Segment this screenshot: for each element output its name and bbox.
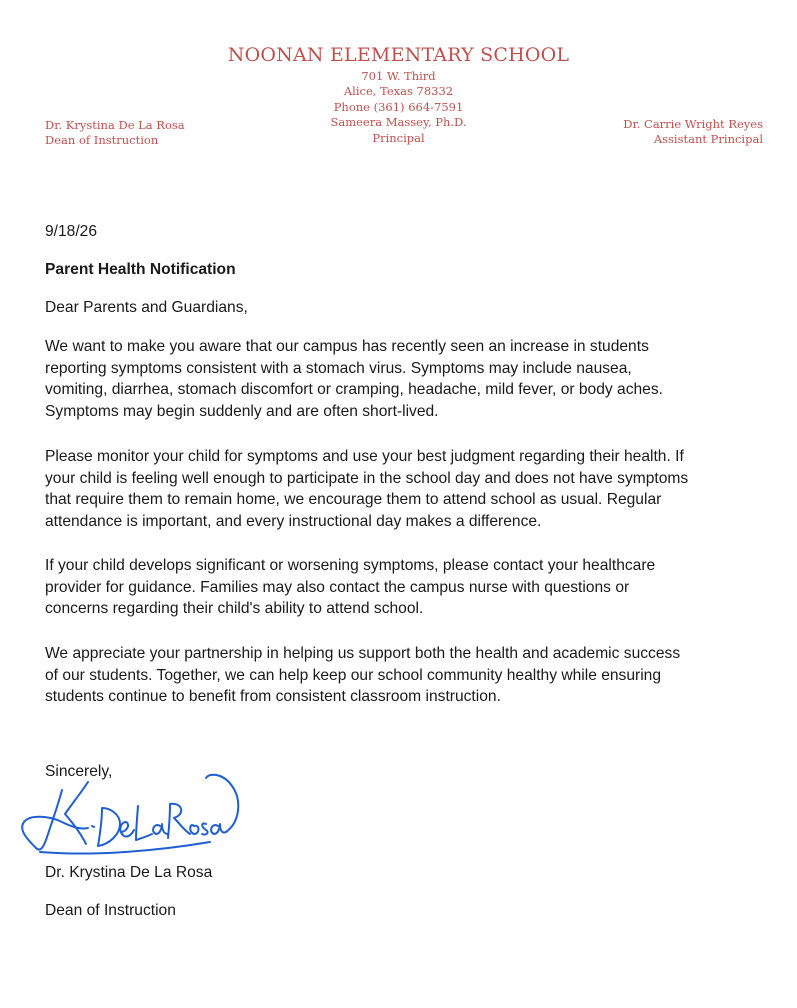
paragraph-2 xyxy=(45,446,775,532)
assistant-principal-name: Dr. Carrie Wright Reyes xyxy=(623,117,763,131)
paragraph-line: concerns regarding their child's ability to attend school. xyxy=(45,600,424,618)
phone-number: Phone (361) 664-7591 xyxy=(333,99,464,114)
dean-name: Dr. Krystina De La Rosa xyxy=(45,118,185,132)
letterhead-right-block xyxy=(623,117,763,148)
address-line-2: Alice, Texas 78332 xyxy=(343,84,454,99)
paragraph-line: attendance is important, and every instructional day makes a difference. xyxy=(45,512,542,530)
paragraph-line: We appreciate your partnership in helping us support both the health and academic success xyxy=(45,645,681,662)
paragraph-1 xyxy=(45,336,775,422)
paragraph-line: your child is feeling well enough to participate in the school day and does not have symptoms xyxy=(45,469,689,487)
letter-salutation: Dear Parents and Guardians, xyxy=(45,299,248,316)
paragraph-line: students continue to benefit from consistent classroom instruction. xyxy=(45,688,501,706)
paragraph-line: We want to make you aware that our campus has recently seen an increase in students xyxy=(45,338,649,355)
letter-closing: Sincerely, xyxy=(45,763,113,780)
paragraph-line: provider for guidance. Families may also contact the campus nurse with questions or xyxy=(45,578,630,596)
address-line-1: 701 W. Third xyxy=(361,69,436,83)
signer-title: Dean of Instruction xyxy=(45,902,176,919)
signature-icon xyxy=(10,760,250,870)
signer-name: Dr. Krystina De La Rosa xyxy=(45,864,213,881)
paragraph-line: reporting symptoms consistent with a stomach virus. Symptoms may include nausea, xyxy=(45,359,632,377)
paragraph-line: Please monitor your child for symptoms and use your best judgment regarding their health. If xyxy=(45,448,684,465)
paragraph-line: If your child develops significant or worsening symptoms, please contact your healthcare xyxy=(45,557,656,574)
letterhead-left-block xyxy=(45,118,185,149)
paragraph-3 xyxy=(45,555,775,620)
letter-date: 9/18/26 xyxy=(45,223,98,240)
paragraph-line: that require them to remain home, we encourage them to attend school as usual. Regular xyxy=(45,491,662,509)
paragraph-line: vomiting, diarrhea, stomach discomfort or cramping, headache, mild fever, or body aches. xyxy=(45,381,663,399)
principal-title: Principal xyxy=(372,130,425,145)
principal-name: Sameera Massey, Ph.D. xyxy=(330,115,467,130)
paragraph-line: of our students. Together, we can help keep our school community healthy while ensuring xyxy=(45,666,662,684)
assistant-principal-title: Assistant Principal xyxy=(653,132,763,147)
letter-subject: Parent Health Notification xyxy=(45,261,236,278)
paragraph-line: Symptoms may begin suddenly and are often short-lived. xyxy=(45,402,439,420)
school-name: NOONAN ELEMENTARY SCHOOL xyxy=(227,44,570,66)
paragraph-4 xyxy=(45,643,775,708)
dean-title: Dean of Instruction xyxy=(45,133,159,148)
